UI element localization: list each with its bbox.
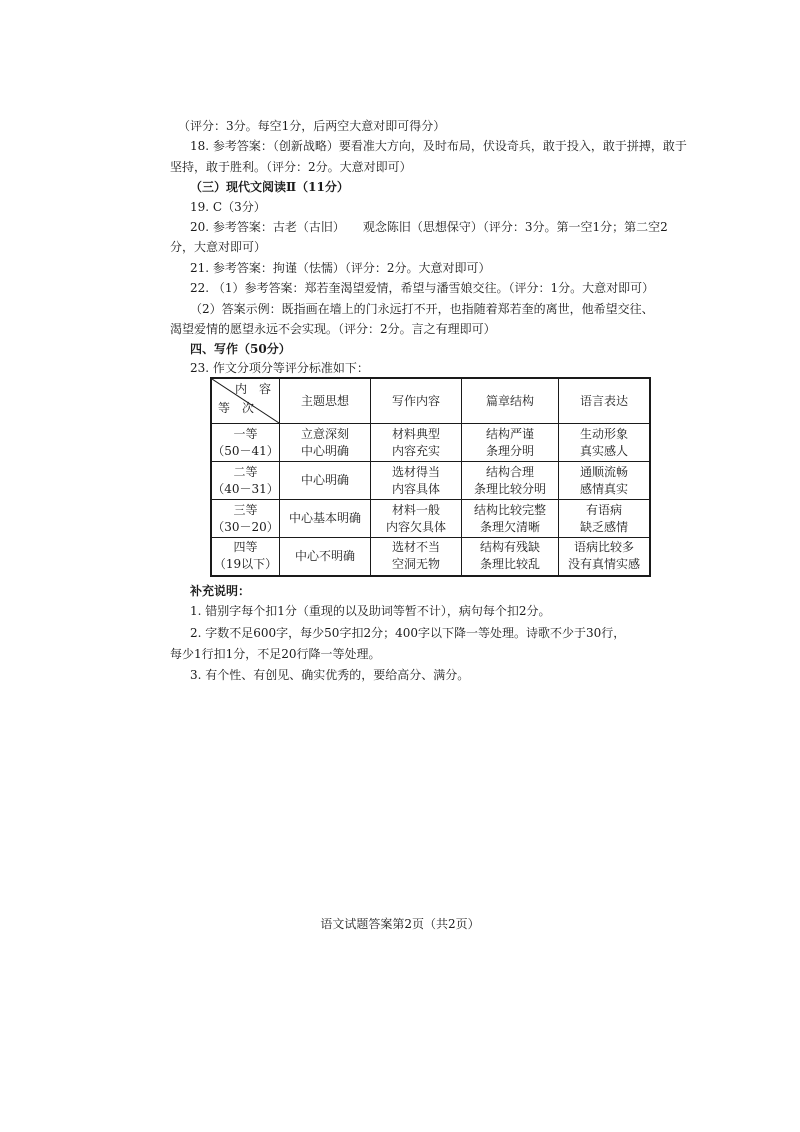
text-line-2: 18. 参考答案：（创新战略）要看准大方向，及时布局，伏设奇兵，敢于投入，敢于拼搏，敢于 <box>190 139 687 153</box>
note-line-1: 1. 错别字每个扣1分（重现的以及助词等暂不计），病句每个扣2分。 <box>190 604 551 618</box>
table-corner-cell <box>211 378 280 424</box>
page-footer: 语文试题答案第2页（共2页） <box>320 917 480 931</box>
grade-name: 三等 <box>233 502 258 517</box>
text-line-9: 22. （1）参考答案：郑若奎渴望爱情，希望与潘雪娘交往。（评分：1分。大意对即可） <box>190 281 655 295</box>
table-row <box>211 462 650 500</box>
text-line-5: 19. C（3分） <box>190 200 266 214</box>
structure-cell: 结构比较完整 条理欠清晰 <box>462 500 559 538</box>
language-cell: 通顺流畅 感情真实 <box>559 462 651 500</box>
text-line-8: 21. 参考答案：拘谨（怯懦）（评分：2分。大意对即可） <box>190 261 491 275</box>
structure-cell: 结构有残缺 条理比较乱 <box>462 538 559 576</box>
theme-cell: 中心不明确 <box>280 538 371 576</box>
notes-title: 补充说明： <box>190 584 251 598</box>
header-content: 写作内容 <box>371 378 462 424</box>
table-header-row <box>211 378 650 424</box>
header-structure: 篇章结构 <box>462 378 559 424</box>
section-heading-reading: （三）现代文阅读Ⅱ（11分） <box>190 180 349 194</box>
text-line-6: 20. 参考答案：古老（古旧） 观念陈旧（思想保守）（评分：3分。第一空1分；第二空2 <box>190 220 668 234</box>
grade-cell <box>211 538 280 576</box>
grading-table <box>210 377 651 577</box>
corner-label-content: 内 容 <box>234 382 271 396</box>
grade-name: 一等 <box>233 426 258 441</box>
grade-range: （40－31） <box>212 481 279 496</box>
table-row <box>211 500 650 538</box>
theme-cell: 中心基本明确 <box>280 500 371 538</box>
text-line-13: 23. 作文分项分等评分标准如下： <box>190 361 369 375</box>
text-line-10: （2）答案示例：既指画在墙上的门永远打不开，也指随着郑若奎的离世，他希望交往、 <box>190 302 654 316</box>
grade-name: 四等 <box>233 540 258 555</box>
grade-cell <box>211 424 280 462</box>
content-cell: 材料典型 内容充实 <box>371 424 462 462</box>
corner-label-grade: 等 次 <box>218 401 255 415</box>
note-line-4: 3. 有个性、有创见、确实优秀的，要给高分、满分。 <box>190 668 470 682</box>
grade-name: 二等 <box>233 464 258 479</box>
grade-cell <box>211 462 280 500</box>
text-line-3: 坚持，敢于胜利。（评分：2分。大意对即可） <box>170 160 412 174</box>
grade-range: （19以下） <box>213 557 278 572</box>
structure-cell: 结构合理 条理比较分明 <box>462 462 559 500</box>
header-language: 语言表达 <box>559 378 651 424</box>
note-line-2: 2. 字数不足600字，每少50字扣2分；400字以下降一等处理。诗歌不少于30行， <box>190 626 626 640</box>
content-cell: 材料一般 内容欠具体 <box>371 500 462 538</box>
content-cell: 选材得当 内容具体 <box>371 462 462 500</box>
content-cell: 选材不当 空洞无物 <box>371 538 462 576</box>
language-cell: 生动形象 真实感人 <box>559 424 651 462</box>
text-line-7: 分，大意对即可） <box>170 240 267 254</box>
theme-cell: 中心明确 <box>280 462 371 500</box>
language-cell: 有语病 缺乏感情 <box>559 500 651 538</box>
structure-cell: 结构严谨 条理分明 <box>462 424 559 462</box>
header-theme: 主题思想 <box>280 378 371 424</box>
table-row <box>211 538 650 576</box>
grade-range: （50－41） <box>212 443 279 458</box>
theme-cell: 立意深刻 中心明确 <box>280 424 371 462</box>
language-cell: 语病比较多 没有真情实感 <box>559 538 651 576</box>
grade-range: （30－20） <box>212 519 279 534</box>
note-line-3: 每少1行扣1分，不足20行降一等处理。 <box>170 647 381 661</box>
text-line-1: （评分：3分。每空1分，后两空大意对即可得分） <box>178 119 446 133</box>
text-line-11: 渴望爱情的愿望永远不会实现。（评分：2分。言之有理即可） <box>170 322 496 336</box>
section-heading-writing: 四、写作（50分） <box>190 342 291 356</box>
grade-cell <box>211 500 280 538</box>
table-row <box>211 424 650 462</box>
